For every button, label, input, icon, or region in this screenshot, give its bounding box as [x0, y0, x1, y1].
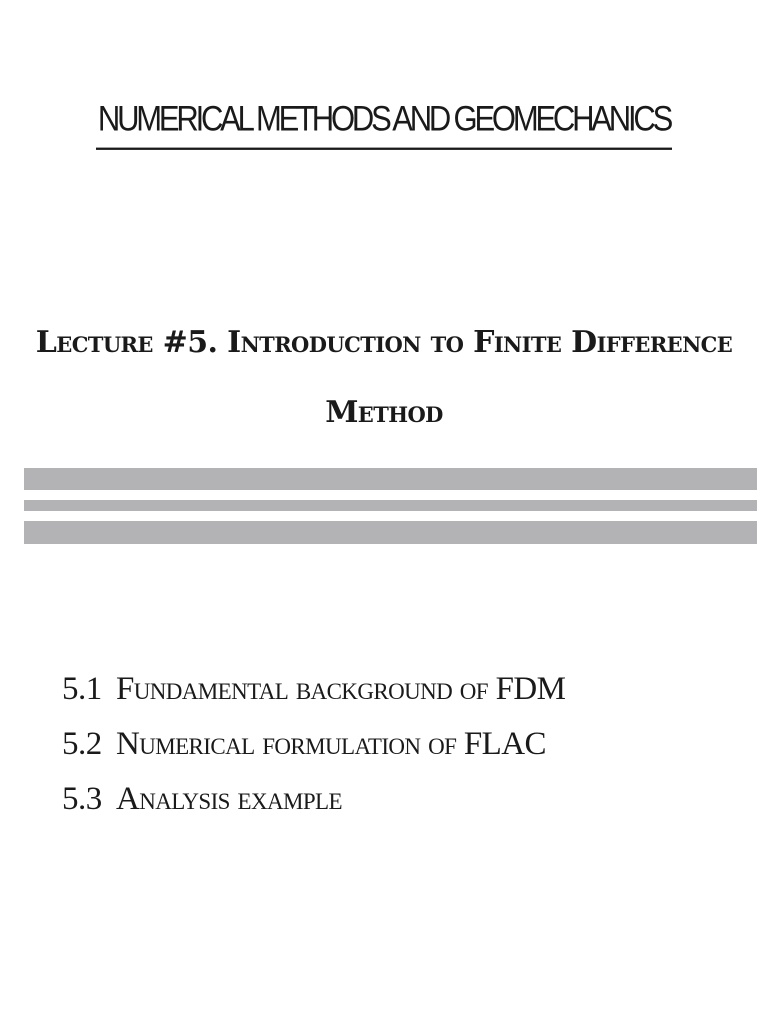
course-title-text: NUMERICAL METHODS AND GEOMECHANICS [96, 90, 672, 150]
contents-item [62, 717, 565, 772]
course-title [0, 94, 768, 146]
contents-item-number: 5.2 [62, 726, 102, 762]
contents-item-number: 5.1 [62, 671, 102, 707]
lecture-title-line-2: Method [325, 395, 443, 430]
lecture-title-line-1: Lecture #5. Introduction to Finite Difference [35, 325, 733, 360]
lecture-title [10, 308, 758, 448]
divider-bar-thin [24, 500, 757, 511]
divider-bar-thick-top [24, 468, 757, 490]
contents-item-label: Analysis example [116, 781, 342, 817]
contents-item-label: Numerical formulation of FLAC [116, 726, 546, 762]
contents-item-number: 5.3 [62, 781, 102, 817]
contents-list [62, 662, 565, 827]
divider-bar-thick-bottom [24, 521, 757, 544]
contents-item-label: Fundamental background of FDM [116, 671, 566, 707]
contents-item [62, 772, 565, 827]
contents-item [62, 662, 565, 717]
